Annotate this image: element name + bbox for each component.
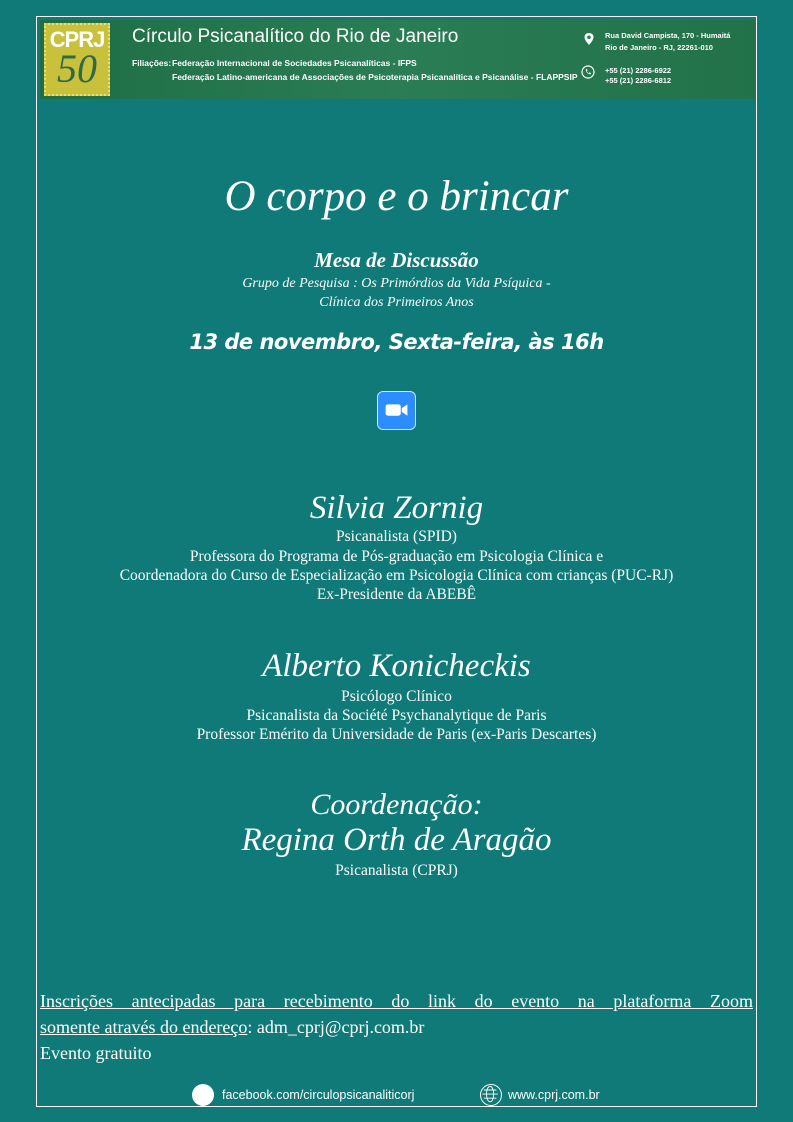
speaker-2-line: Psicanalista da Société Psychanalytique de Paris (246, 707, 547, 724)
research-group-line-2: Clínica dos Primeiros Anos (319, 295, 474, 310)
header-band (40, 20, 755, 99)
affiliation-2: Federação Latino-americana de Associações de Psicoterapia Psicanalítica e Psicanálise - FLAPPSIP (172, 72, 578, 82)
globe-icon (480, 1084, 502, 1106)
registration-underlined-text: somente através do endereço (40, 1017, 248, 1037)
address-line-1: Rua David Campista, 170 - Humaitá (605, 31, 731, 40)
registration-line-1: Inscrições antecipadas para recebimento do link do evento na plataforma Zoom (40, 991, 753, 1011)
facebook-link[interactable]: facebook.com/circulopsicanaliticorj (222, 1088, 415, 1102)
address-line-2: Rio de Janeiro - RJ, 22261-010 (605, 43, 713, 52)
logo-number: 50 (57, 46, 97, 91)
event-title: O corpo e o brincar (224, 173, 569, 220)
speaker-1-line: Coordenadora do Curso de Especialização em Psicologia Clínica com crianças (PUC-RJ) (119, 567, 674, 584)
research-group-line-1: Grupo de Pesquisa : Os Primórdios da Vida Psíquica - (242, 276, 551, 291)
phone-2: +55 (21) 2286-6812 (605, 76, 672, 85)
affiliations-label: Filiações: (132, 58, 172, 68)
speaker-2-line: Psicólogo Clínico (341, 688, 452, 705)
facebook-icon (192, 1084, 214, 1106)
coordinator-role: Psicanalista (CPRJ) (335, 862, 458, 879)
phone-icon (581, 65, 595, 79)
registration-line-2 (40, 1014, 753, 1040)
affiliation-1: Federação Internacional de Sociedades Psicanalíticas - IFPS (172, 58, 417, 68)
speaker-2-name: Alberto Konicheckis (262, 648, 531, 684)
location-pin-icon (582, 32, 596, 46)
registration-email[interactable]: : adm_cprj@cprj.com.br (247, 1017, 425, 1037)
free-event-note: Evento gratuito (40, 1043, 152, 1063)
organization-name: Círculo Psicanalítico do Rio de Janeiro (132, 26, 459, 47)
logo-text: CPRJ (49, 27, 105, 52)
coordinator-name: Regina Orth de Aragão (241, 822, 552, 858)
speaker-2-line: Professor Emérito da Universidade de Paris (ex-Paris Descartes) (196, 726, 597, 743)
event-datetime: 13 de novembro, Sexta-feira, às 16h (189, 330, 604, 354)
website-link[interactable]: www.cprj.com.br (508, 1088, 600, 1102)
event-subtitle: Mesa de Discussão (314, 248, 479, 272)
speaker-1-line: Professora do Programa de Pós-graduação em Psicologia Clínica e (189, 548, 604, 565)
speaker-1-line: Ex-Presidente da ABEBÊ (316, 586, 477, 603)
cprj-logo (44, 23, 110, 96)
phone-1: +55 (21) 2286-6922 (605, 66, 672, 75)
speaker-1-name: Silvia Zornig (309, 490, 484, 526)
zoom-camera-icon (377, 391, 416, 430)
speaker-1-line: Psicanalista (SPID) (336, 528, 457, 545)
coordination-label: Coordenação: (310, 788, 483, 821)
